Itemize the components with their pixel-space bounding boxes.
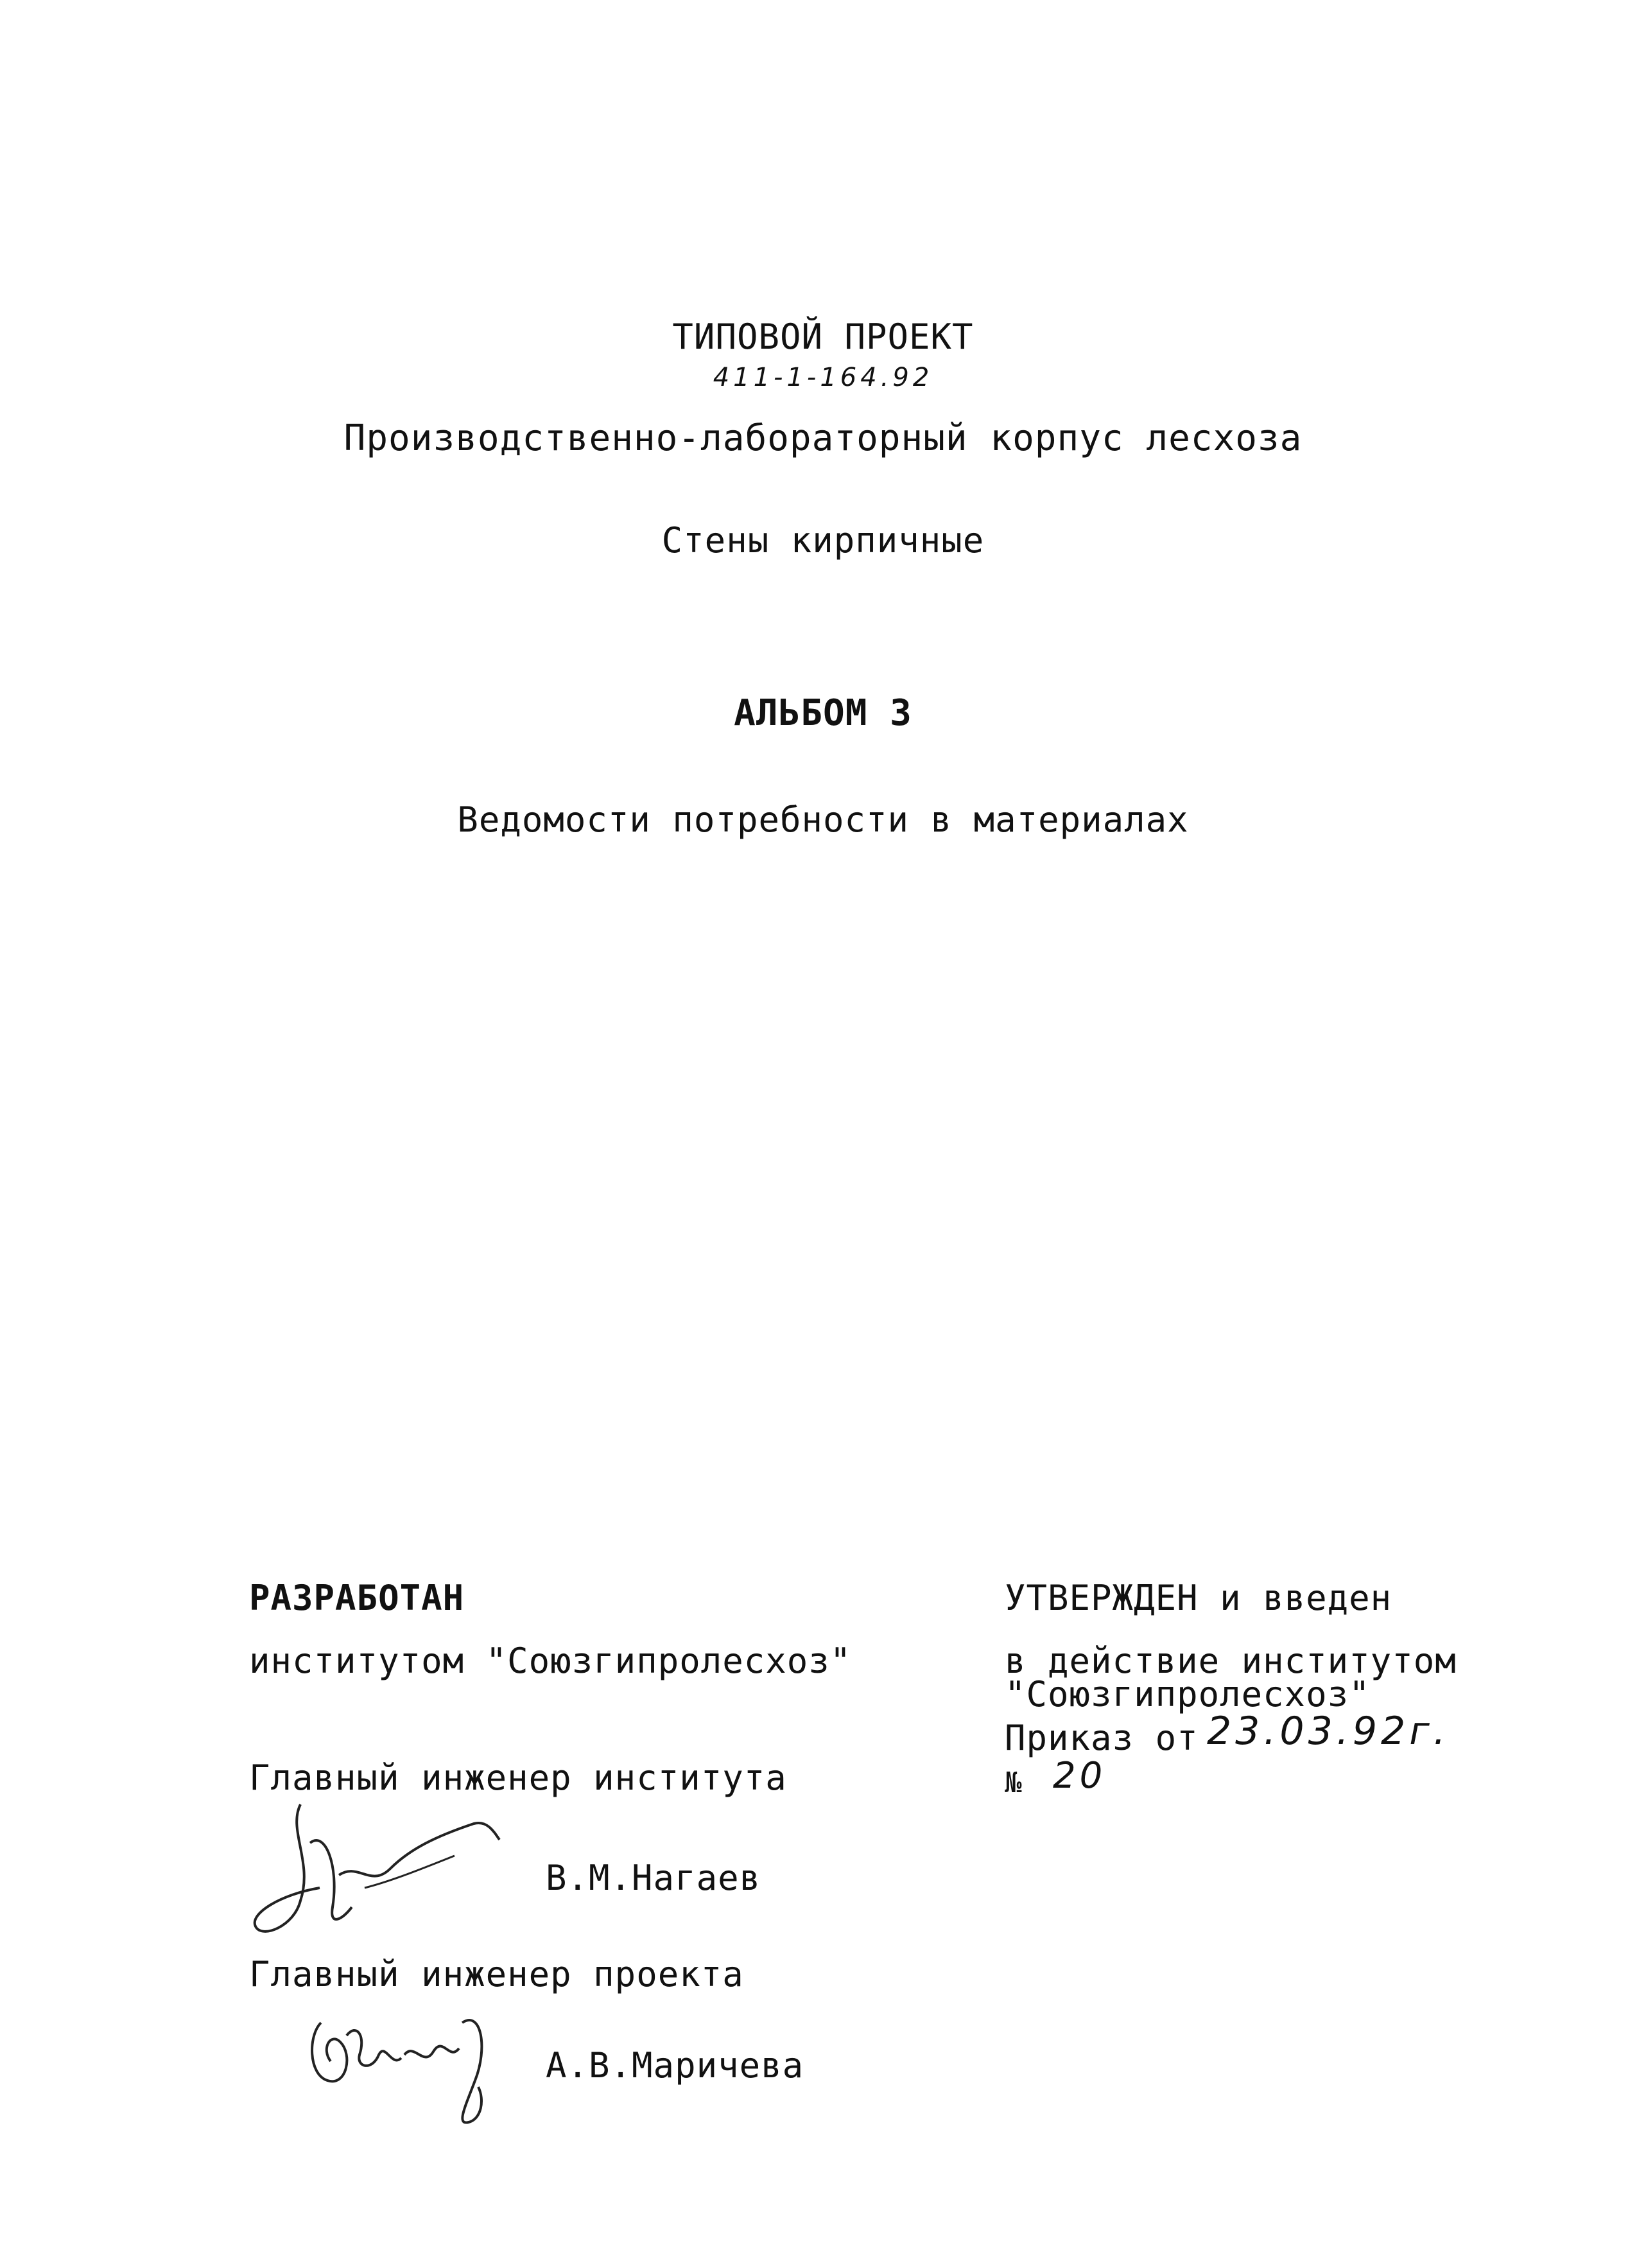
building-title: Производственно-лабораторный корпус лесхоза (343, 417, 1303, 459)
signature-chief-engineer-project (295, 1997, 539, 2132)
chief-engineer-project-name: А.В.Маричева (546, 2045, 804, 2086)
order-number: 20 (1053, 1755, 1107, 1797)
developed-institute: институтом "Союзгипролесхоз" (249, 1641, 852, 1681)
section-title: Стены кирпичные (661, 520, 985, 561)
approved-line-2: в действие институтом (1005, 1641, 1457, 1681)
album-label: АЛЬБОМ 3 (734, 692, 912, 734)
approved-line-3: "Союзгипролесхоз" (1005, 1674, 1371, 1714)
chief-engineer-institute-title: Главный инженер института (249, 1758, 787, 1798)
chief-engineer-project-title: Главный инженер проекта (249, 1954, 744, 1994)
order-number-label: № (1005, 1766, 1023, 1799)
approved-line-1: УТВЕРЖДЕН и введен (1005, 1578, 1392, 1618)
document-number: 411-1-164.92 (713, 363, 933, 392)
order-date-label: Приказ от (1005, 1718, 1199, 1758)
album-subject: Ведомости потребности в материалах (457, 799, 1189, 840)
developed-heading: РАЗРАБОТАН (249, 1578, 465, 1618)
signature-chief-engineer-institute (243, 1792, 538, 1958)
document-type: ТИПОВОЙ ПРОЕКТ (672, 317, 974, 357)
chief-engineer-institute-name: В.М.Нагаев (546, 1858, 761, 1898)
order-date: 23.03.92г. (1207, 1709, 1450, 1754)
